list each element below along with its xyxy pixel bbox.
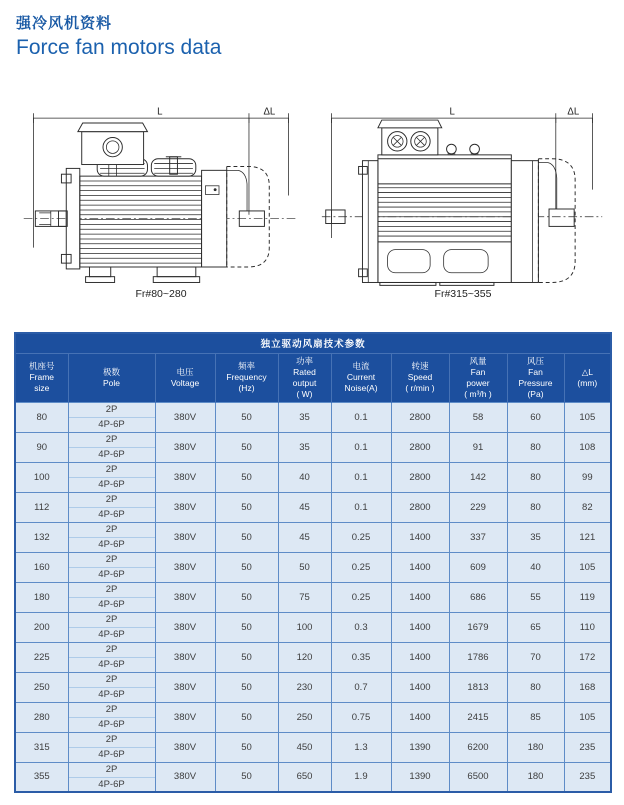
speed-cell: 1400	[391, 672, 449, 702]
frame-size-cell: 100	[15, 462, 68, 492]
motor-small-frames-diagram	[16, 102, 306, 287]
fan-power-cell: 229	[449, 492, 507, 522]
pole-4p6p-cell: 4P-6P	[68, 567, 155, 582]
fan-power-cell: 609	[449, 552, 507, 582]
fan-pressure-cell: 80	[507, 432, 564, 462]
table-row	[15, 672, 611, 687]
pole-2p-cell: 2P	[68, 492, 155, 507]
current-cell: 0.1	[331, 462, 391, 492]
rear-bracket	[202, 170, 227, 267]
current-cell: 1.3	[331, 732, 391, 762]
frame-size-cell: 200	[15, 612, 68, 642]
column-header-7: 风量 Fan power ( m³/h )	[449, 353, 507, 402]
pole-4p6p-cell: 4P-6P	[68, 507, 155, 522]
table-row	[15, 492, 611, 507]
pole-2p-cell: 2P	[68, 732, 155, 747]
fan-pressure-cell: 80	[507, 462, 564, 492]
frequency-cell: 50	[215, 732, 278, 762]
fan-pressure-cell: 80	[507, 492, 564, 522]
rated-output-cell: 650	[278, 762, 331, 792]
table-row	[15, 702, 611, 717]
table-title-row	[15, 333, 611, 353]
fan-power-cell: 6500	[449, 762, 507, 792]
page-title-zh: 强冷风机资料	[16, 15, 113, 32]
voltage-cell: 380V	[155, 762, 215, 792]
frequency-cell: 50	[215, 612, 278, 642]
pole-4p6p-cell: 4P-6P	[68, 627, 155, 642]
current-cell: 0.1	[331, 432, 391, 462]
speed-cell: 2800	[391, 402, 449, 432]
fan-power-cell: 1679	[449, 612, 507, 642]
table-body	[15, 402, 611, 792]
current-cell: 0.25	[331, 522, 391, 552]
frequency-cell: 50	[215, 702, 278, 732]
fan-pressure-cell: 70	[507, 642, 564, 672]
fan-cowl	[227, 166, 270, 267]
speed-cell: 2800	[391, 492, 449, 522]
table-row	[15, 432, 611, 447]
speed-cell: 1400	[391, 522, 449, 552]
table-row	[15, 522, 611, 537]
speed-cell: 1400	[391, 612, 449, 642]
drawing-caption-small-frames: Fr#80~280	[135, 288, 187, 300]
frame-size-cell: 250	[15, 672, 68, 702]
rated-output-cell: 75	[278, 582, 331, 612]
current-cell: 0.7	[331, 672, 391, 702]
drawing-caption-large-frames: Fr#315~355	[434, 288, 492, 300]
pole-4p6p-cell: 4P-6P	[68, 477, 155, 492]
fan-power-cell: 142	[449, 462, 507, 492]
fan-power-cell: 1813	[449, 672, 507, 702]
table-row	[15, 732, 611, 747]
fan-pressure-cell: 65	[507, 612, 564, 642]
current-cell: 0.3	[331, 612, 391, 642]
delta-l-cell: 105	[564, 402, 611, 432]
delta-l-cell: 168	[564, 672, 611, 702]
rated-output-cell: 120	[278, 642, 331, 672]
voltage-cell: 380V	[155, 492, 215, 522]
table-row	[15, 762, 611, 777]
lifting-lugs	[447, 144, 480, 154]
table-head	[15, 333, 611, 402]
fan-power-cell: 337	[449, 522, 507, 552]
current-cell: 0.75	[331, 702, 391, 732]
voltage-cell: 380V	[155, 642, 215, 672]
rated-output-cell: 40	[278, 462, 331, 492]
table-row	[15, 642, 611, 657]
pole-2p-cell: 2P	[68, 642, 155, 657]
page-title-en: Force fan motors data	[16, 36, 222, 59]
current-cell: 0.1	[331, 402, 391, 432]
pole-2p-cell: 2P	[68, 462, 155, 477]
fan-power-cell: 91	[449, 432, 507, 462]
pole-2p-cell: 2P	[68, 612, 155, 627]
delta-l-cell: 110	[564, 612, 611, 642]
pole-4p6p-cell: 4P-6P	[68, 777, 155, 792]
rear-bracket	[511, 161, 538, 283]
rated-output-cell: 50	[278, 552, 331, 582]
delta-l-cell: 105	[564, 552, 611, 582]
pole-4p6p-cell: 4P-6P	[68, 657, 155, 672]
frame-size-cell: 160	[15, 552, 68, 582]
frequency-cell: 50	[215, 552, 278, 582]
pole-4p6p-cell: 4P-6P	[68, 417, 155, 432]
table-row	[15, 462, 611, 477]
frame-size-cell: 112	[15, 492, 68, 522]
column-header-1: 极数 Pole	[68, 353, 155, 402]
speed-cell: 1400	[391, 552, 449, 582]
delta-l-cell: 235	[564, 732, 611, 762]
pole-4p6p-cell: 4P-6P	[68, 537, 155, 552]
table-header-row	[15, 353, 611, 402]
rated-output-cell: 100	[278, 612, 331, 642]
rated-output-cell: 450	[278, 732, 331, 762]
column-header-0: 机座号 Frame size	[15, 353, 68, 402]
table-row	[15, 612, 611, 627]
fan-power-cell: 2415	[449, 702, 507, 732]
column-header-2: 电压 Voltage	[155, 353, 215, 402]
delta-l-cell: 172	[564, 642, 611, 672]
speed-cell: 2800	[391, 432, 449, 462]
frequency-cell: 50	[215, 582, 278, 612]
fan-pressure-cell: 180	[507, 732, 564, 762]
fan-cowl	[538, 159, 575, 283]
fan-power-cell: 58	[449, 402, 507, 432]
motor-drawing-large-frames	[318, 102, 608, 300]
current-cell: 0.25	[331, 552, 391, 582]
frame-size-cell: 180	[15, 582, 68, 612]
table-row	[15, 582, 611, 597]
pole-4p6p-cell: 4P-6P	[68, 747, 155, 762]
table-row	[15, 552, 611, 567]
motor-drawings	[16, 102, 608, 300]
fan-pressure-cell: 80	[507, 672, 564, 702]
front-bracket	[359, 161, 378, 283]
pole-2p-cell: 2P	[68, 582, 155, 597]
frame-size-cell: 225	[15, 642, 68, 672]
motor-drawing-small-frames	[16, 102, 306, 300]
column-header-8: 风压 Fan Pressure (Pa)	[507, 353, 564, 402]
voltage-cell: 380V	[155, 672, 215, 702]
rated-output-cell: 45	[278, 522, 331, 552]
delta-l-cell: 82	[564, 492, 611, 522]
current-cell: 0.25	[331, 582, 391, 612]
pole-2p-cell: 2P	[68, 762, 155, 777]
pole-2p-cell: 2P	[68, 402, 155, 417]
column-header-6: 转速 Speed ( r/min )	[391, 353, 449, 402]
motor-body	[378, 155, 511, 283]
fan-pressure-cell: 85	[507, 702, 564, 732]
column-header-5: 电流 Current Noise(A)	[331, 353, 391, 402]
voltage-cell: 380V	[155, 552, 215, 582]
pole-2p-cell: 2P	[68, 522, 155, 537]
speed-cell: 1400	[391, 702, 449, 732]
column-header-3: 频率 Frequency (Hz)	[215, 353, 278, 402]
pole-4p6p-cell: 4P-6P	[68, 447, 155, 462]
pole-2p-cell: 2P	[68, 432, 155, 447]
speed-cell: 1400	[391, 642, 449, 672]
voltage-cell: 380V	[155, 582, 215, 612]
speed-cell: 2800	[391, 462, 449, 492]
dim-label-L: L	[157, 106, 163, 118]
motor-large-frames-diagram	[318, 102, 608, 287]
mounting-feet	[86, 267, 200, 282]
delta-l-cell: 105	[564, 702, 611, 732]
frame-size-cell: 132	[15, 522, 68, 552]
delta-l-cell: 121	[564, 522, 611, 552]
current-cell: 0.1	[331, 492, 391, 522]
fan-data-table-section	[14, 332, 612, 793]
frequency-cell: 50	[215, 492, 278, 522]
dim-label-delta-L: ΔL	[263, 106, 276, 118]
frame-size-cell: 315	[15, 732, 68, 762]
delta-l-cell: 108	[564, 432, 611, 462]
current-cell: 0.35	[331, 642, 391, 672]
frame-size-cell: 280	[15, 702, 68, 732]
frame-size-cell: 355	[15, 762, 68, 792]
frequency-cell: 50	[215, 402, 278, 432]
frequency-cell: 50	[215, 762, 278, 792]
pole-2p-cell: 2P	[68, 702, 155, 717]
delta-l-cell: 99	[564, 462, 611, 492]
delta-l-cell: 119	[564, 582, 611, 612]
rated-output-cell: 250	[278, 702, 331, 732]
rated-output-cell: 35	[278, 402, 331, 432]
rated-output-cell: 230	[278, 672, 331, 702]
rated-output-cell: 45	[278, 492, 331, 522]
fan-power-cell: 686	[449, 582, 507, 612]
voltage-cell: 380V	[155, 612, 215, 642]
frequency-cell: 50	[215, 462, 278, 492]
rated-output-cell: 35	[278, 432, 331, 462]
fan-power-cell: 1786	[449, 642, 507, 672]
speed-cell: 1400	[391, 582, 449, 612]
page-titles	[16, 12, 221, 60]
column-header-9: △L (mm)	[564, 353, 611, 402]
voltage-cell: 380V	[155, 432, 215, 462]
voltage-cell: 380V	[155, 522, 215, 552]
voltage-cell: 380V	[155, 402, 215, 432]
column-header-4: 功率 Rated output ( W)	[278, 353, 331, 402]
voltage-cell: 380V	[155, 732, 215, 762]
frequency-cell: 50	[215, 522, 278, 552]
frequency-cell: 50	[215, 642, 278, 672]
pole-4p6p-cell: 4P-6P	[68, 717, 155, 732]
voltage-cell: 380V	[155, 702, 215, 732]
dim-label-delta-L: ΔL	[567, 106, 580, 118]
frequency-cell: 50	[215, 672, 278, 702]
speed-cell: 1390	[391, 762, 449, 792]
fan-pressure-cell: 40	[507, 552, 564, 582]
pole-4p6p-cell: 4P-6P	[68, 597, 155, 612]
pole-4p6p-cell: 4P-6P	[68, 687, 155, 702]
pole-2p-cell: 2P	[68, 552, 155, 567]
pole-2p-cell: 2P	[68, 672, 155, 687]
fan-pressure-cell: 180	[507, 762, 564, 792]
fan-pressure-cell: 35	[507, 522, 564, 552]
motor-body	[80, 176, 202, 267]
dim-label-L: L	[449, 106, 455, 118]
table-row	[15, 402, 611, 417]
current-cell: 1.9	[331, 762, 391, 792]
frame-size-cell: 90	[15, 432, 68, 462]
frequency-cell: 50	[215, 432, 278, 462]
frame-size-cell: 80	[15, 402, 68, 432]
fan-data-table	[14, 332, 612, 793]
fan-pressure-cell: 60	[507, 402, 564, 432]
voltage-cell: 380V	[155, 462, 215, 492]
fan-power-cell: 6200	[449, 732, 507, 762]
delta-l-cell: 235	[564, 762, 611, 792]
table-title: 独立驱动风扇技术参数	[15, 333, 611, 353]
terminal-box	[378, 120, 442, 155]
fan-pressure-cell: 55	[507, 582, 564, 612]
speed-cell: 1390	[391, 732, 449, 762]
